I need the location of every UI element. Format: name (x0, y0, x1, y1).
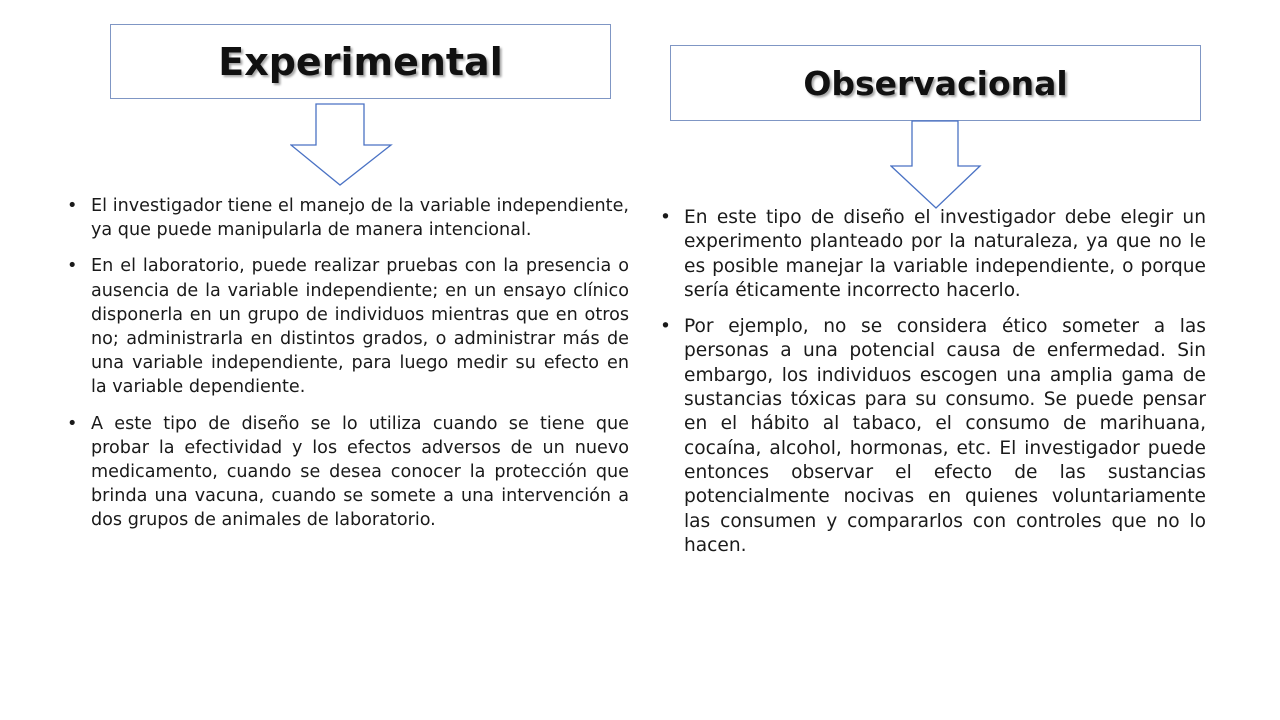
down-arrow-icon (890, 120, 982, 210)
observacional-title: Observacional (803, 63, 1068, 103)
list-item (67, 194, 629, 242)
bullet-icon: • (67, 256, 78, 277)
experimental-title-box (110, 24, 611, 99)
list-item (660, 206, 1206, 303)
experimental-bullet-list (67, 194, 629, 545)
bullet-text: A este tipo de diseño se lo utiliza cuando se tiene que probar la efectividad y los efectos adversos de un nuevo medicamento, cuando se desea conocer la protección que brinda una vacuna, cuando se somete a una intervención a dos grupos de animales de laboratorio. (91, 413, 629, 531)
experimental-title: Experimental (218, 39, 503, 84)
observacional-title-box (670, 45, 1201, 121)
bullet-icon: • (67, 196, 78, 216)
down-arrow-icon (290, 103, 394, 187)
observacional-bullet-list (660, 206, 1206, 570)
bullet-icon: • (67, 413, 78, 434)
bullet-text: El investigador tiene el manejo de la variable independiente, ya que puede manipularla de manera intencional. (91, 196, 629, 241)
bullet-text: Por ejemplo, no se considera ético someter a las personas a una potencial causa de enfermedad. Sin embargo, los individuos escogen una amplia gama de sustancias tóxicas para su consumo. Se puede pensar en el hábito al tabaco, el consumo de marihuana, cocaína, alcohol, hormonas, etc. El investigador puede entonces observar el efecto de las sustancias potencialmente nocivas en quienes voluntariamente las consumen y compararlos con controles que no lo hacen. (684, 316, 1206, 556)
bullet-icon: • (660, 207, 671, 228)
list-item (660, 315, 1206, 558)
bullet-icon: • (660, 316, 671, 338)
bullet-text: En este tipo de diseño el investigador debe elegir un experimento planteado por la naturaleza, ya que no le es posible manejar la variable independiente, o porque sería éticamente incorrecto hacerlo. (684, 207, 1206, 301)
bullet-text: En el laboratorio, puede realizar pruebas con la presencia o ausencia de la variable independiente; en un ensayo clínico disponerla en un grupo de individuos mientras que en otros no; administrarla en distintos grados, o administrar más de una variable independiente, para luego medir su efecto en la variable dependiente. (91, 256, 629, 398)
list-item (67, 254, 629, 399)
list-item (67, 412, 629, 533)
